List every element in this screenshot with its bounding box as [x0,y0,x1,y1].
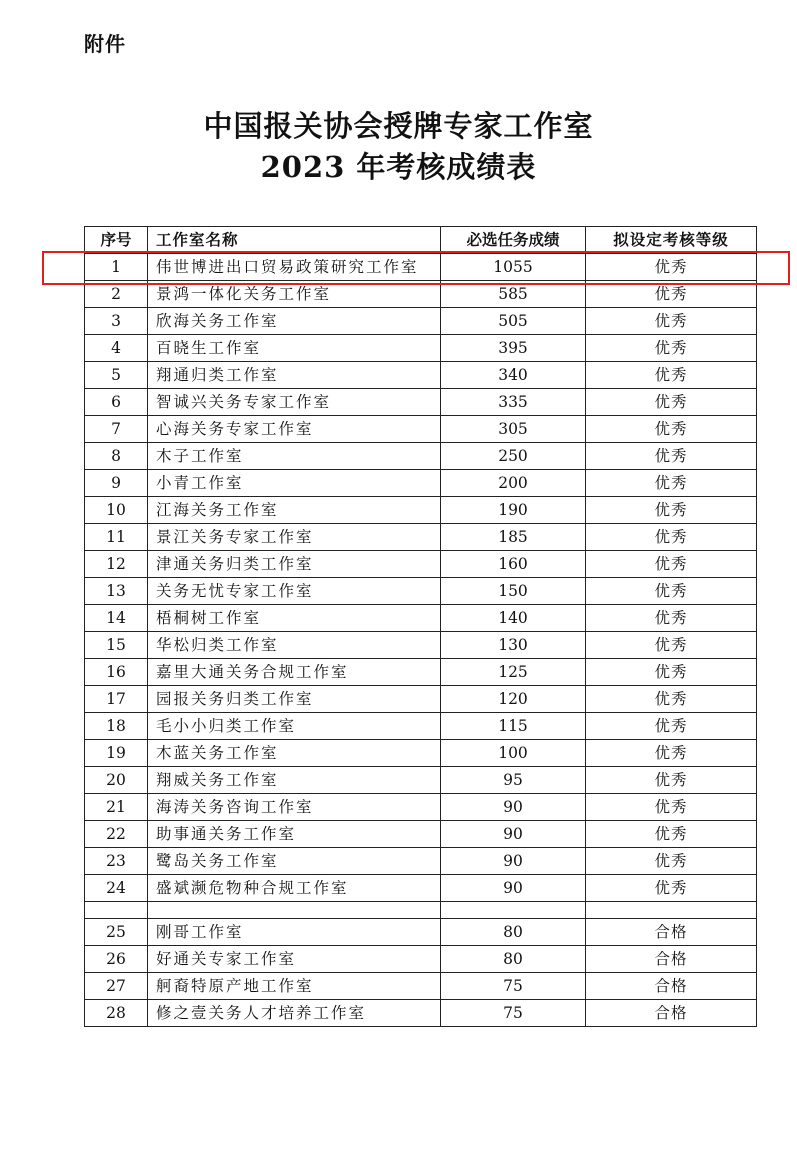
grade-level: 合格 [586,919,757,946]
table-row [85,308,757,335]
task-score: 1055 [441,254,586,281]
table-row [85,470,757,497]
table-row [85,919,757,946]
row-number: 8 [85,443,148,470]
row-number: 7 [85,416,148,443]
studio-name: 盛斌濒危物种合规工作室 [148,875,441,902]
studio-name: 刚哥工作室 [148,919,441,946]
attachment-label: 附件 [84,32,126,56]
studio-name: 毛小小归类工作室 [148,713,441,740]
studio-name: 关务无忧专家工作室 [148,578,441,605]
studio-name: 助事通关务工作室 [148,821,441,848]
table-row [85,389,757,416]
studio-name: 小青工作室 [148,470,441,497]
row-number: 22 [85,821,148,848]
task-score: 185 [441,524,586,551]
document-subtitle: 2023 年考核成绩表 [260,150,537,184]
task-score: 190 [441,497,586,524]
column-header-grade: 拟设定考核等级 [586,227,757,254]
separator-row [85,902,757,919]
studio-name: 江海关务工作室 [148,497,441,524]
table-row [85,659,757,686]
separator-body [85,902,757,919]
row-number: 13 [85,578,148,605]
studio-name: 百晓生工作室 [148,335,441,362]
table-row [85,848,757,875]
grade-level: 优秀 [586,335,757,362]
grade-level: 优秀 [586,443,757,470]
studio-name: 梧桐树工作室 [148,605,441,632]
studio-name: 舸裔特原产地工作室 [148,973,441,1000]
task-score: 95 [441,767,586,794]
row-number: 24 [85,875,148,902]
grade-level: 优秀 [586,362,757,389]
task-score: 75 [441,973,586,1000]
table-row [85,946,757,973]
grade-level: 优秀 [586,605,757,632]
task-score: 340 [441,362,586,389]
row-number: 16 [85,659,148,686]
table-row [85,740,757,767]
studio-name: 翔威关务工作室 [148,767,441,794]
table-row [85,281,757,308]
grade-level: 优秀 [586,308,757,335]
table-row [85,767,757,794]
grade-level: 优秀 [586,254,757,281]
table-row [85,794,757,821]
row-number: 2 [85,281,148,308]
task-score: 585 [441,281,586,308]
task-score: 120 [441,686,586,713]
task-score: 505 [441,308,586,335]
table-row [85,416,757,443]
table-row [85,1000,757,1027]
task-score: 80 [441,919,586,946]
column-header-score: 必选任务成绩 [441,227,586,254]
grade-level: 优秀 [586,578,757,605]
task-score: 125 [441,659,586,686]
row-number: 27 [85,973,148,1000]
row-number: 17 [85,686,148,713]
task-score: 90 [441,821,586,848]
row-number: 18 [85,713,148,740]
grade-level: 优秀 [586,470,757,497]
task-score: 150 [441,578,586,605]
row-number: 14 [85,605,148,632]
task-score: 75 [441,1000,586,1027]
table-row [85,686,757,713]
separator-cell [148,902,441,919]
row-number: 15 [85,632,148,659]
row-number: 6 [85,389,148,416]
task-score: 130 [441,632,586,659]
grade-level: 优秀 [586,659,757,686]
table-header-row [85,227,757,254]
row-number: 19 [85,740,148,767]
row-number: 23 [85,848,148,875]
table-row [85,497,757,524]
row-number: 1 [85,254,148,281]
table-row [85,551,757,578]
grade-level: 优秀 [586,524,757,551]
grade-level: 优秀 [586,848,757,875]
document-title: 中国报关协会授牌专家工作室 [203,109,594,143]
task-score: 305 [441,416,586,443]
row-number: 20 [85,767,148,794]
task-score: 200 [441,470,586,497]
studio-name: 修之壹关务人才培养工作室 [148,1000,441,1027]
studio-name: 欣海关务工作室 [148,308,441,335]
grade-level: 优秀 [586,416,757,443]
row-number: 12 [85,551,148,578]
studio-name: 好通关专家工作室 [148,946,441,973]
table-row [85,335,757,362]
qualified-rows [85,919,757,1027]
grade-level: 优秀 [586,686,757,713]
task-score: 90 [441,875,586,902]
score-table [84,226,757,1027]
studio-name: 翔通归类工作室 [148,362,441,389]
separator-cell [586,902,757,919]
task-score: 115 [441,713,586,740]
column-header-number: 序号 [85,227,148,254]
row-number: 9 [85,470,148,497]
task-score: 335 [441,389,586,416]
row-number: 3 [85,308,148,335]
row-number: 4 [85,335,148,362]
studio-name: 木子工作室 [148,443,441,470]
task-score: 140 [441,605,586,632]
studio-name: 木蓝关务工作室 [148,740,441,767]
grade-level: 合格 [586,1000,757,1027]
studio-name: 华松归类工作室 [148,632,441,659]
task-score: 80 [441,946,586,973]
grade-level: 优秀 [586,551,757,578]
task-score: 160 [441,551,586,578]
row-number: 10 [85,497,148,524]
grade-level: 优秀 [586,497,757,524]
table-row [85,713,757,740]
studio-name: 津通关务归类工作室 [148,551,441,578]
table-row [85,362,757,389]
table-row [85,524,757,551]
column-header-name: 工作室名称 [148,227,441,254]
task-score: 250 [441,443,586,470]
studio-name: 园报关务归类工作室 [148,686,441,713]
table-row [85,821,757,848]
table-row [85,875,757,902]
row-number: 21 [85,794,148,821]
studio-name: 景鸿一体化关务工作室 [148,281,441,308]
separator-cell [441,902,586,919]
task-score: 90 [441,848,586,875]
grade-level: 合格 [586,973,757,1000]
studio-name: 智诚兴关务专家工作室 [148,389,441,416]
studio-name: 鹭岛关务工作室 [148,848,441,875]
task-score: 100 [441,740,586,767]
row-number: 11 [85,524,148,551]
studio-name: 海涛关务咨询工作室 [148,794,441,821]
grade-level: 合格 [586,946,757,973]
grade-level: 优秀 [586,875,757,902]
grade-level: 优秀 [586,281,757,308]
table-row [85,973,757,1000]
grade-level: 优秀 [586,821,757,848]
table-row [85,605,757,632]
studio-name: 景江关务专家工作室 [148,524,441,551]
task-score: 395 [441,335,586,362]
grade-level: 优秀 [586,740,757,767]
row-number: 25 [85,919,148,946]
row-number: 5 [85,362,148,389]
row-number: 28 [85,1000,148,1027]
grade-level: 优秀 [586,794,757,821]
separator-cell [85,902,148,919]
excellent-rows [85,254,757,902]
task-score: 90 [441,794,586,821]
table-row [85,443,757,470]
studio-name: 伟世博进出口贸易政策研究工作室 [148,254,441,281]
table-row [85,632,757,659]
grade-level: 优秀 [586,632,757,659]
studio-name: 嘉里大通关务合规工作室 [148,659,441,686]
grade-level: 优秀 [586,389,757,416]
row-number: 26 [85,946,148,973]
grade-level: 优秀 [586,713,757,740]
table-row [85,578,757,605]
studio-name: 心海关务专家工作室 [148,416,441,443]
grade-level: 优秀 [586,767,757,794]
table-row [85,254,757,281]
